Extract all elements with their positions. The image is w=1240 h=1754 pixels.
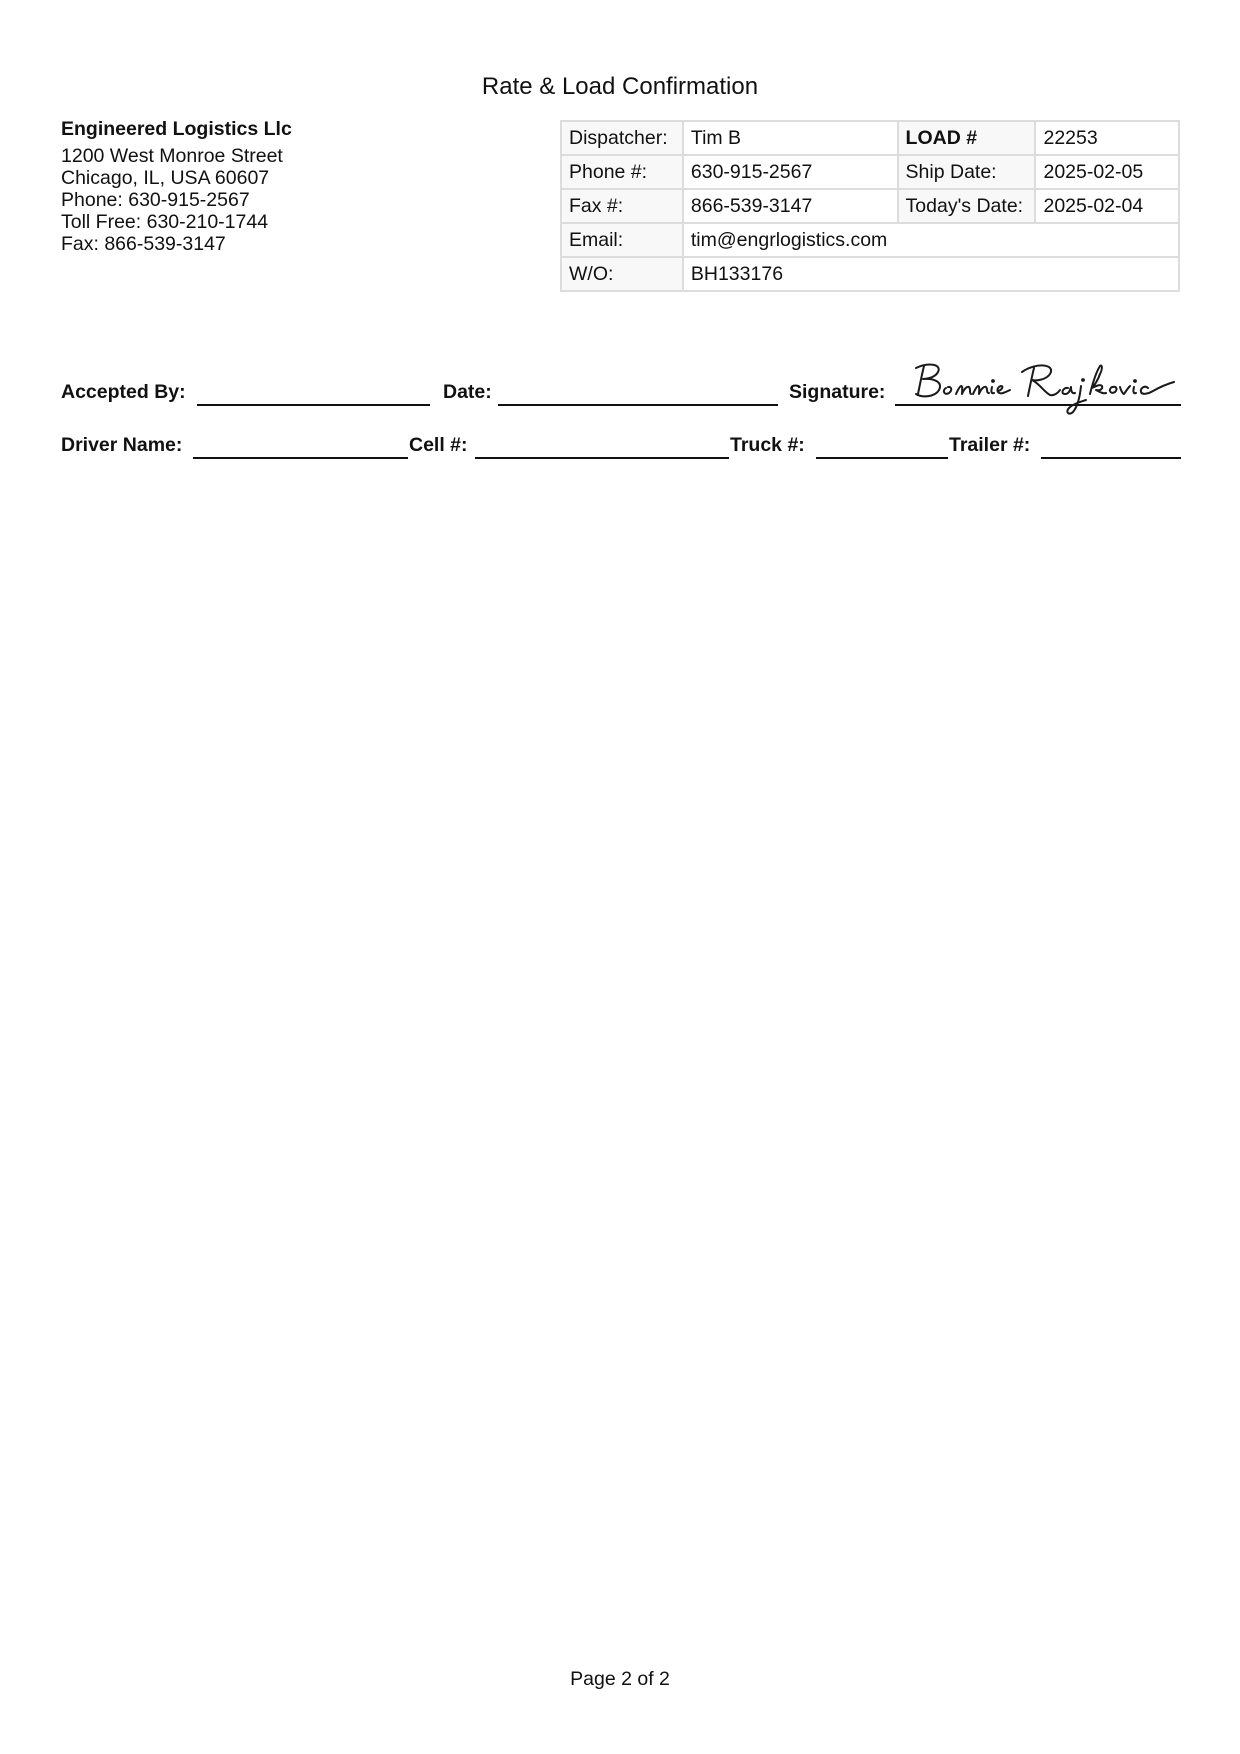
cell-label: Cell #: xyxy=(409,434,468,456)
company-name: Engineered Logistics Llc xyxy=(61,118,292,140)
email-value: tim@engrlogistics.com xyxy=(683,223,1179,257)
date-label: Date: xyxy=(443,381,492,403)
todays-date-label: Today's Date: xyxy=(898,189,1036,223)
fax-value: 866-539-3147 xyxy=(683,189,898,223)
accepted-by-line[interactable] xyxy=(197,404,430,406)
load-info-table xyxy=(560,120,1180,292)
dispatcher-label: Dispatcher: xyxy=(561,121,683,155)
driver-row xyxy=(61,423,1181,463)
company-toll-free: Toll Free: 630-210-1744 xyxy=(61,211,269,233)
wo-label: W/O: xyxy=(561,257,683,291)
document-title: Rate & Load Confirmation xyxy=(481,73,759,100)
company-address-street: 1200 West Monroe Street xyxy=(61,145,283,167)
driver-name-line[interactable] xyxy=(193,457,408,459)
company-address-city: Chicago, IL, USA 60607 xyxy=(61,167,270,189)
fax-label: Fax #: xyxy=(561,189,683,223)
trailer-label: Trailer #: xyxy=(949,434,1031,456)
todays-date-value: 2025-02-04 xyxy=(1035,189,1179,223)
table-row xyxy=(561,189,1179,223)
load-number-value: 22253 xyxy=(1035,121,1179,155)
accepted-by-label: Accepted By: xyxy=(61,381,186,403)
table-row xyxy=(561,223,1179,257)
handwritten-signature xyxy=(910,360,1180,418)
company-phone: Phone: 630-915-2567 xyxy=(61,189,250,211)
table-row xyxy=(561,121,1179,155)
ship-date-value: 2025-02-05 xyxy=(1035,155,1179,189)
ship-date-label: Ship Date: xyxy=(898,155,1036,189)
cell-line[interactable] xyxy=(475,457,729,459)
signature-label: Signature: xyxy=(789,381,886,403)
load-number-label: LOAD # xyxy=(898,121,1036,155)
dispatcher-value: Tim B xyxy=(683,121,898,155)
page-number: Page 2 of 2 xyxy=(570,1668,670,1690)
trailer-line[interactable] xyxy=(1041,457,1181,459)
driver-name-label: Driver Name: xyxy=(61,434,183,456)
company-block xyxy=(61,117,501,255)
date-line[interactable] xyxy=(498,404,778,406)
table-row xyxy=(561,155,1179,189)
table-row xyxy=(561,257,1179,291)
truck-label: Truck #: xyxy=(730,434,805,456)
phone-value: 630-915-2567 xyxy=(683,155,898,189)
truck-line[interactable] xyxy=(816,457,948,459)
email-label: Email: xyxy=(561,223,683,257)
phone-label: Phone #: xyxy=(561,155,683,189)
company-fax: Fax: 866-539-3147 xyxy=(61,233,226,255)
wo-value: BH133176 xyxy=(683,257,1179,291)
